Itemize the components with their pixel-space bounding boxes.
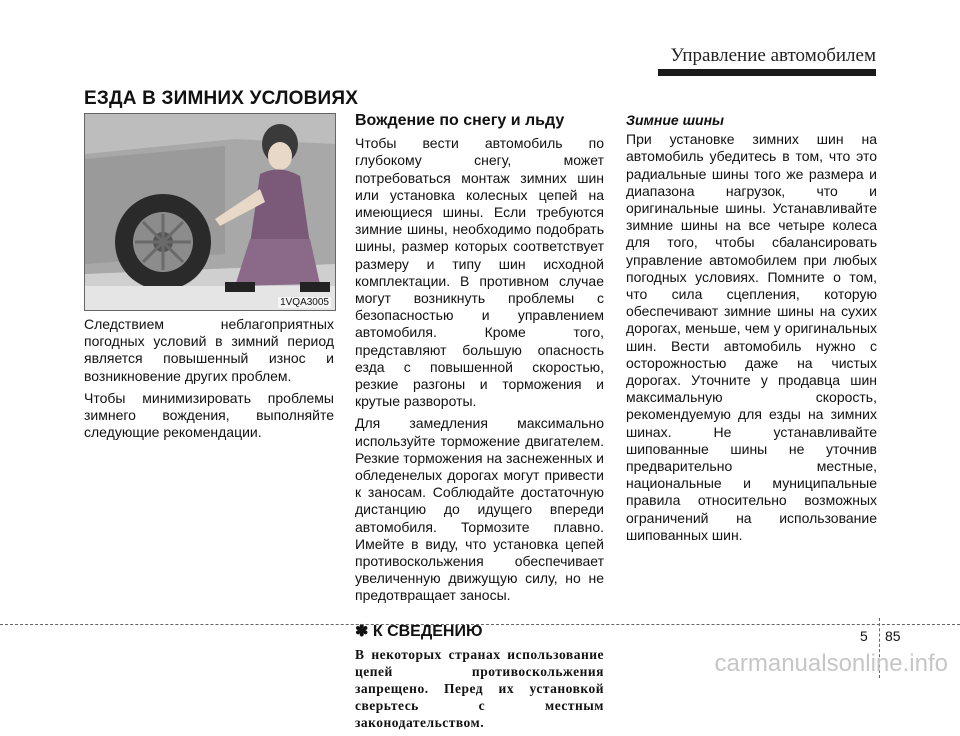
column-right — [626, 112, 877, 549]
note-body: В некоторых странах использование цепей противоскольжения запрещено. Перед их установкой сверьтесь с местным законодательством. — [355, 646, 604, 730]
winter-tire-photo — [84, 113, 336, 311]
note-heading: ✽ К СВЕДЕНИЮ — [355, 622, 483, 640]
paragraph: При установке зимних шин на автомобиль убедитесь в том, что это радиальные шины того же размера и диапазона нагрузок, что и оригинальные шины. Устанавливайте зимние шины на все четыре колеса для того, чтобы сбалансировать управление автомобилем при любых погодных условиях. Помните о том, что сила сцепления, которую обеспечивают зимние шины на сухих дорогах, меньше, чем у оригинальных шин. Вести автомобиль нужно с осторожностью даже на чистых дорогах. Уточните у продавца шин максимальную скорость, рекомендуемую для езды на зимних шинах. Не устанавливайте шипованные шины не уточнив предварительно местные, национальные и муниципальные правила относительно возможных ограничений на использование шипованных шин. — [626, 131, 877, 543]
section-title: ЕЗДА В ЗИМНИХ УСЛОВИЯХ — [84, 88, 359, 109]
watermark: carmanualsonline.info — [714, 650, 948, 677]
chapter-number: 5 — [860, 628, 868, 644]
paragraph: Следствием неблагоприятных погодных условий в зимний период является повышенный износ и возникновение других проблем. — [84, 316, 334, 384]
subsection-heading: Вождение по снегу и льду — [355, 112, 565, 129]
paragraph: Для замедления максимально используйте торможение двигателем. Резкие торможения на заснеженных и обледенелых дорогах могут привести к заносам. Соблюдайте достаточную дистанцию до идущего впереди автомобиля. Тормозите плавно. Имейте в виду, что установка цепей противоскольжения обеспечивает увеличенную движущую силу, но не предотвращает заносы. — [355, 415, 604, 604]
footer-rule — [0, 624, 960, 625]
column-left — [84, 316, 334, 446]
page-number: 85 — [885, 628, 901, 644]
paragraph: Чтобы вести автомобиль по глубокому снегу, может потребоваться монтаж зимних шин или установка колесных цепей на имеющиеся шины. Если требуются зимние шины, необходимо подобрать шины, размер которых соответствует размеру и типу шин исходной комплектации. В противном случае могут возникнуть проблемы с безопасностью и управлением автомобиля. Кроме того, представляют большую опасность езда с повышенной скоростью, резкие разгоны и торможения и крутые развороты. — [355, 135, 604, 410]
paragraph: Чтобы минимизировать проблемы зимнего вождения, выполняйте следующие рекомендации. — [84, 389, 334, 441]
figure-label: 1VQA3005 — [280, 297, 329, 308]
subsection-heading: Зимние шины — [626, 112, 724, 128]
running-header: Управление автомобилем — [670, 45, 876, 66]
column-middle — [355, 112, 604, 736]
car-wheel-illustration — [85, 114, 335, 310]
header-rule — [658, 69, 876, 76]
